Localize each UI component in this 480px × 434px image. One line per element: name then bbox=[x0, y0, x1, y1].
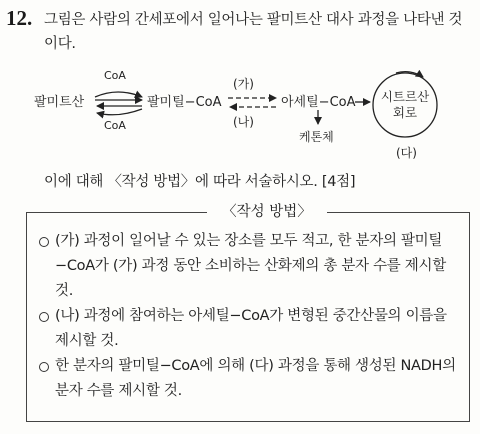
cycle-label-line2: 회로 bbox=[392, 105, 418, 120]
ketone-label: 케톤체 bbox=[299, 130, 334, 144]
method-box-title: 〈작성 방법〉 bbox=[207, 201, 327, 223]
coa-out-arrow bbox=[97, 109, 142, 115]
metabolism-diagram bbox=[0, 60, 480, 170]
instruction-text: 이에 대해 〈작성 방법〉에 따라 서술하시오. [4점] bbox=[44, 174, 356, 190]
acetyl-coa-label: 아세틸−CoA bbox=[281, 95, 356, 110]
coa-in-arrow bbox=[95, 92, 142, 97]
circle-bullet-icon bbox=[37, 304, 55, 329]
palmitic-acid-label: 팔미트산 bbox=[34, 95, 85, 110]
method-item-text: 한 분자의 팔미틸−CoA에 의해 (다) 과정을 통해 생성된 NADH의 분자 수를 제시할 것. bbox=[55, 358, 456, 399]
circle-bullet-icon bbox=[37, 229, 55, 254]
method-item bbox=[37, 229, 463, 304]
method-list bbox=[37, 229, 463, 404]
question-number: 12. bbox=[6, 6, 33, 30]
palmityl-coa-label: 팔미틸−CoA bbox=[147, 95, 222, 110]
method-item-text: (가) 과정이 일어날 수 있는 장소를 모두 적고, 한 분자의 팔미틸−CoA가 (가) 과정 동안 소비하는 산화제의 총 분자 수를 제시할 것. bbox=[55, 233, 446, 299]
method-box bbox=[26, 204, 470, 422]
method-item-text: (나) 과정에 참여하는 아세틸−CoA가 변형된 중간산물의 이름을 제시할 것. bbox=[55, 308, 447, 349]
method-item bbox=[37, 354, 463, 404]
process-ga-label: (가) bbox=[233, 77, 254, 91]
question-stem: 그림은 사람의 간세포에서 일어나는 팔미트산 대사 과정을 나타낸 것이다. bbox=[44, 12, 463, 52]
cycle-label-line1: 시트르산 bbox=[380, 89, 430, 104]
process-na-label: (나) bbox=[233, 115, 254, 129]
circle-bullet-icon bbox=[37, 354, 55, 379]
coa-top-label: CoA bbox=[104, 69, 126, 82]
process-da-label: (다) bbox=[396, 146, 417, 160]
method-item bbox=[37, 304, 463, 354]
coa-bottom-label: CoA bbox=[104, 119, 126, 132]
